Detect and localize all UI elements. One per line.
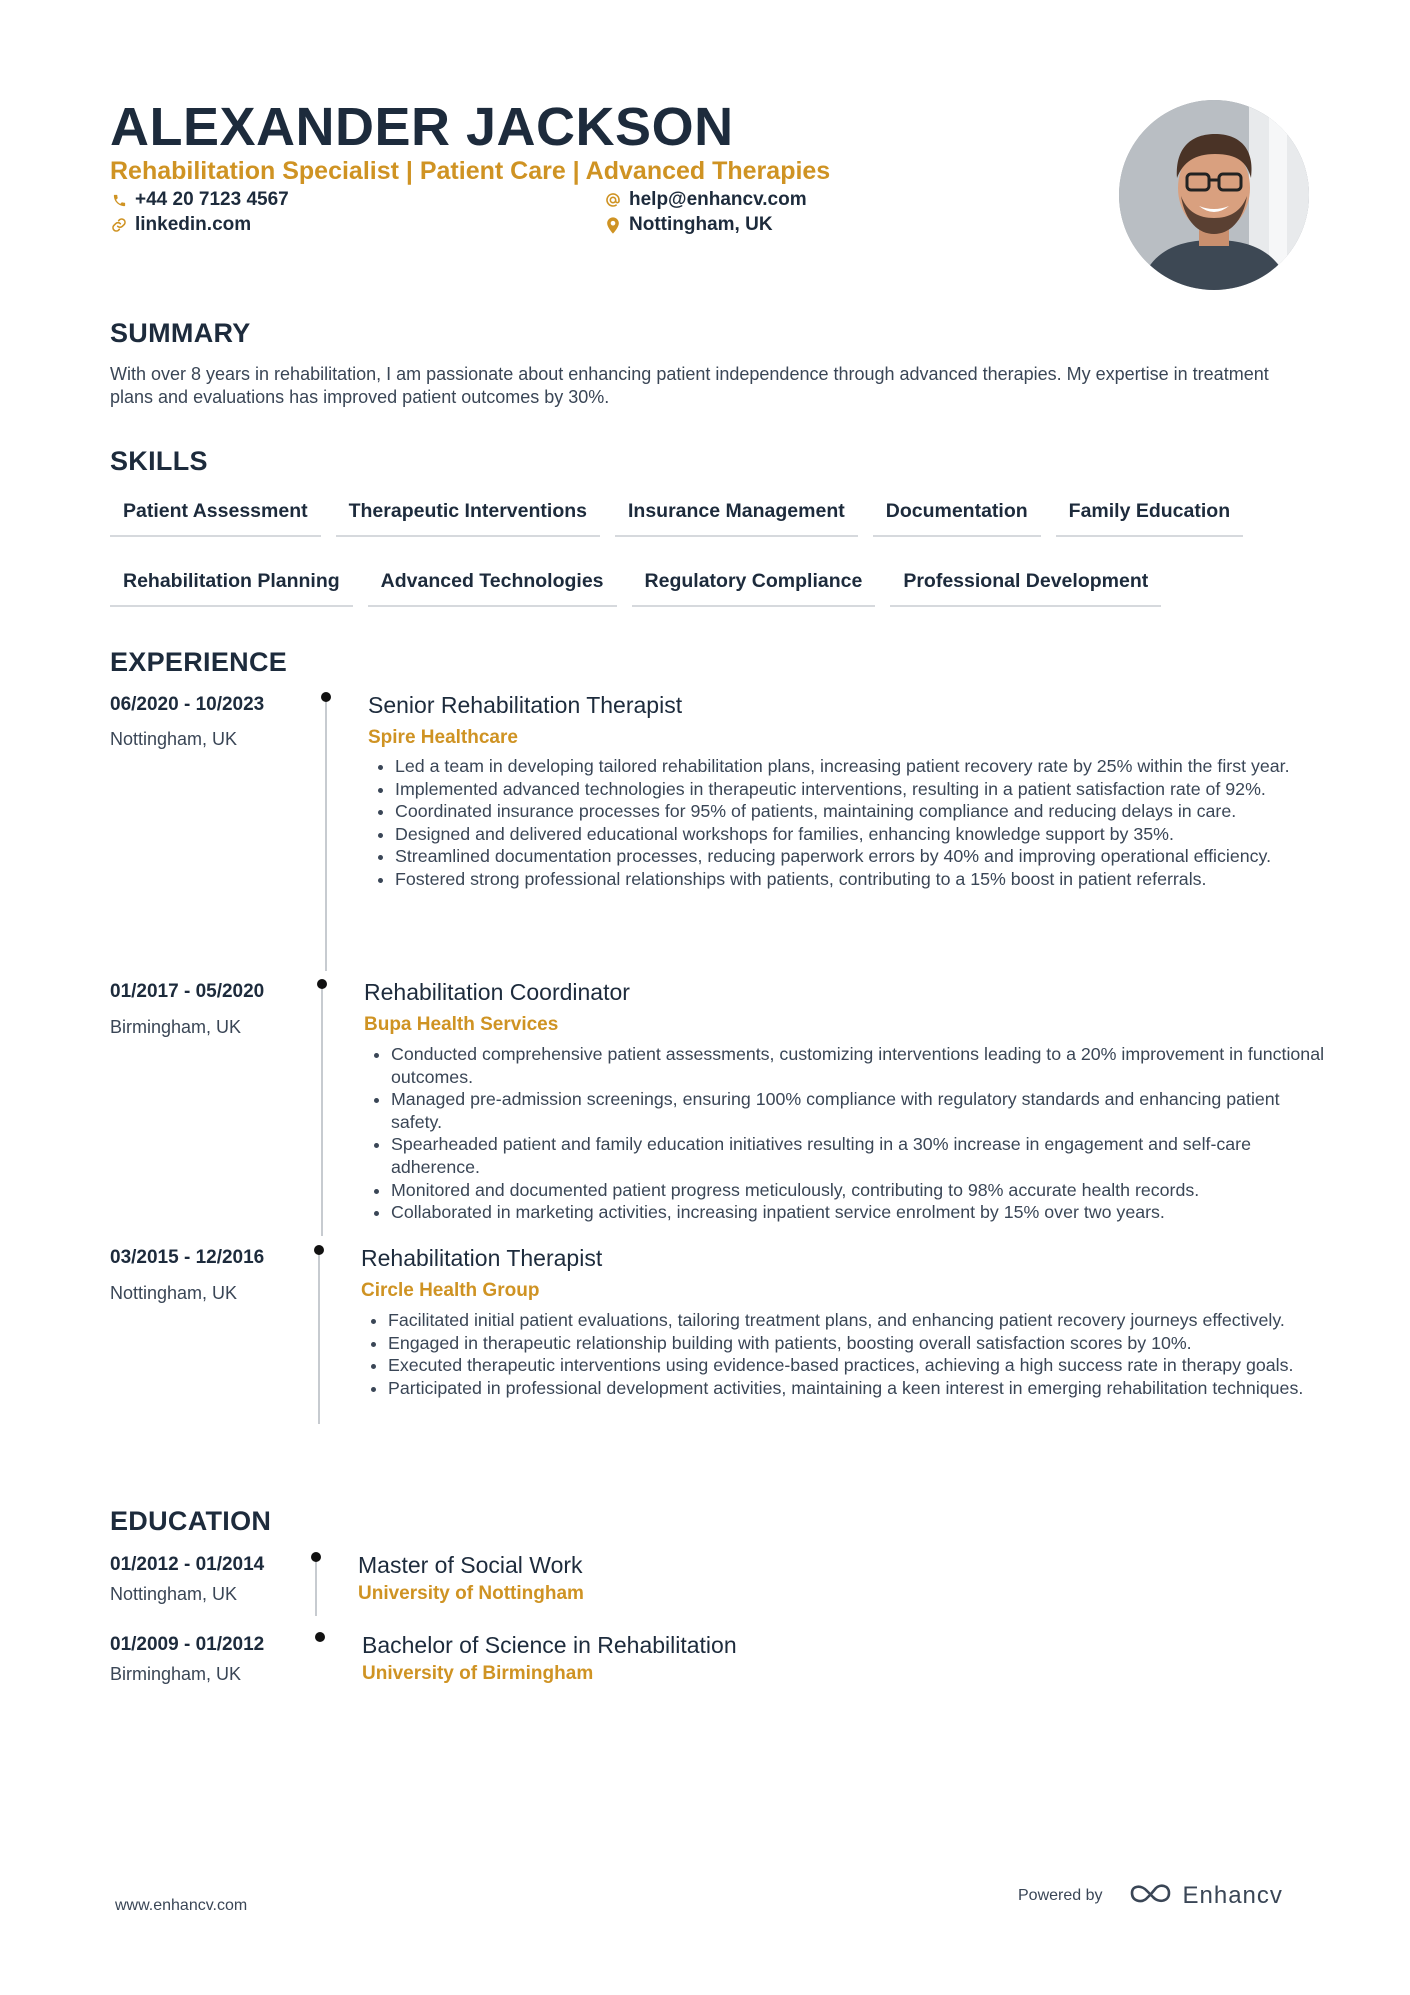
timeline-line <box>315 1556 317 1616</box>
timeline-line <box>321 983 323 1236</box>
skill-tag: Professional Development <box>890 560 1161 607</box>
job-bullet: • Conducted comprehensive patient assessments, customizing interventions leading to a 20% improvement in functional outcomes. <box>391 1043 1334 1088</box>
contact-email[interactable] <box>604 189 807 211</box>
timeline-dot <box>315 1632 325 1642</box>
job-bullet: • Collaborated in marketing activities, increasing inpatient service enrolment by 15% over two years. <box>391 1201 1334 1224</box>
job-bullet: • Managed pre-admission screenings, ensuring 100% compliance with regulatory standards and enhancing patient safety. <box>391 1088 1334 1133</box>
job-bullet: • Fostered strong professional relationships with patients, contributing to a 15% boost in patient referrals. <box>395 868 1338 891</box>
job-bullet: • Monitored and documented patient progress meticulously, contributing to 98% accurate health records. <box>391 1179 1334 1202</box>
job-company: Spire Healthcare <box>368 727 518 748</box>
job-bullet: • Executed therapeutic interventions using evidence-based practices, achieving a high success rate in therapy goals. <box>388 1354 1333 1377</box>
skill-tag: Regulatory Compliance <box>632 560 876 607</box>
education-heading: EDUCATION <box>110 1506 272 1536</box>
linkedin-text: linkedin.com <box>135 214 252 235</box>
job-bullet: • Spearheaded patient and family education initiatives resulting in a 30% increase in engagement and self-care adherence. <box>391 1133 1334 1178</box>
link-icon <box>110 216 128 234</box>
skill-tag: Therapeutic Interventions <box>336 490 600 537</box>
job-bullets <box>367 1043 1334 1224</box>
education-degree: Bachelor of Science in Rehabilitation <box>362 1632 737 1658</box>
job-location: Nottingham, UK <box>110 1283 238 1303</box>
job-title: Senior Rehabilitation Therapist <box>368 692 683 718</box>
skill-tag: Rehabilitation Planning <box>110 560 353 607</box>
brand-name: Enhancv <box>1182 1881 1283 1909</box>
job-bullet: • Streamlined documentation processes, reducing paperwork errors by 40% and improving operational efficiency. <box>395 845 1338 868</box>
timeline-line <box>325 696 327 971</box>
timeline-dot <box>311 1552 321 1562</box>
phone-icon <box>110 191 128 209</box>
education-school: University of Birmingham <box>362 1663 594 1684</box>
education-dates: 01/2009 - 01/2012 <box>110 1634 265 1655</box>
summary-heading: SUMMARY <box>110 318 251 348</box>
job-bullet: • Designed and delivered educational workshops for families, enhancing knowledge support by 35%. <box>395 823 1338 846</box>
job-title: Rehabilitation Coordinator <box>364 979 630 1005</box>
job-bullets <box>371 755 1338 891</box>
timeline-line <box>318 1249 320 1424</box>
contact-phone <box>110 189 289 211</box>
job-bullets <box>364 1309 1333 1399</box>
job-title: Rehabilitation Therapist <box>361 1245 603 1271</box>
job-location: Birmingham, UK <box>110 1017 242 1037</box>
footer-branding <box>1018 1880 1283 1911</box>
job-bullet: • Engaged in therapeutic relationship building with patients, boosting overall satisfaction scores by 10%. <box>388 1332 1333 1355</box>
candidate-headline: Rehabilitation Specialist | Patient Care | Advanced Therapies <box>110 157 831 185</box>
skill-tag: Family Education <box>1056 490 1243 537</box>
job-bullet: • Led a team in developing tailored rehabilitation plans, increasing patient recovery rate by 25% within the first year. <box>395 755 1338 778</box>
enhancv-logo-icon <box>1129 1880 1175 1911</box>
profile-photo <box>1119 100 1309 290</box>
phone-text: +44 20 7123 4567 <box>135 189 289 210</box>
skill-tag: Insurance Management <box>615 490 858 537</box>
skills-list <box>110 490 1330 607</box>
contact-location <box>604 214 773 236</box>
skill-tag: Advanced Technologies <box>368 560 617 607</box>
job-dates: 06/2020 - 10/2023 <box>110 694 265 715</box>
job-location: Nottingham, UK <box>110 729 238 749</box>
job-company: Circle Health Group <box>361 1280 540 1301</box>
education-location: Birmingham, UK <box>110 1664 242 1684</box>
map-pin-icon <box>604 216 622 234</box>
education-school: University of Nottingham <box>358 1583 584 1604</box>
education-degree: Master of Social Work <box>358 1552 583 1578</box>
experience-heading: EXPERIENCE <box>110 647 288 677</box>
candidate-name: ALEXANDER JACKSON <box>110 97 734 157</box>
education-location: Nottingham, UK <box>110 1584 238 1604</box>
skill-tag: Patient Assessment <box>110 490 321 537</box>
skill-tag: Documentation <box>873 490 1041 537</box>
contact-linkedin[interactable] <box>110 214 251 236</box>
timeline-dot <box>314 1245 324 1255</box>
timeline-dot <box>321 692 331 702</box>
summary-text: With over 8 years in rehabilitation, I am passionate about enhancing patient independence through advanced therapies. My expertise in treatment plans and evaluations has improved patient outcomes by 30%. <box>110 364 1269 407</box>
job-bullet: • Facilitated initial patient evaluations, tailoring treatment plans, and enhancing patient recovery journeys effectively. <box>388 1309 1333 1332</box>
email-text: help@enhancv.com <box>629 189 807 210</box>
powered-by-text: Powered by <box>1018 1886 1103 1904</box>
timeline-dot <box>317 979 327 989</box>
job-dates: 01/2017 - 05/2020 <box>110 981 265 1002</box>
footer-website[interactable]: www.enhancv.com <box>115 1897 248 1914</box>
job-company: Bupa Health Services <box>364 1014 559 1035</box>
job-bullet: • Coordinated insurance processes for 95% of patients, maintaining compliance and reducing delays in care. <box>395 800 1338 823</box>
location-text: Nottingham, UK <box>629 214 773 235</box>
job-bullet: • Implemented advanced technologies in therapeutic interventions, resulting in a patient satisfaction rate of 92%. <box>395 778 1338 801</box>
at-sign-icon <box>604 191 622 209</box>
job-bullet: • Participated in professional development activities, maintaining a keen interest in emerging rehabilitation techniques. <box>388 1377 1333 1400</box>
job-dates: 03/2015 - 12/2016 <box>110 1247 265 1268</box>
skills-heading: SKILLS <box>110 446 208 476</box>
education-dates: 01/2012 - 01/2014 <box>110 1554 265 1575</box>
